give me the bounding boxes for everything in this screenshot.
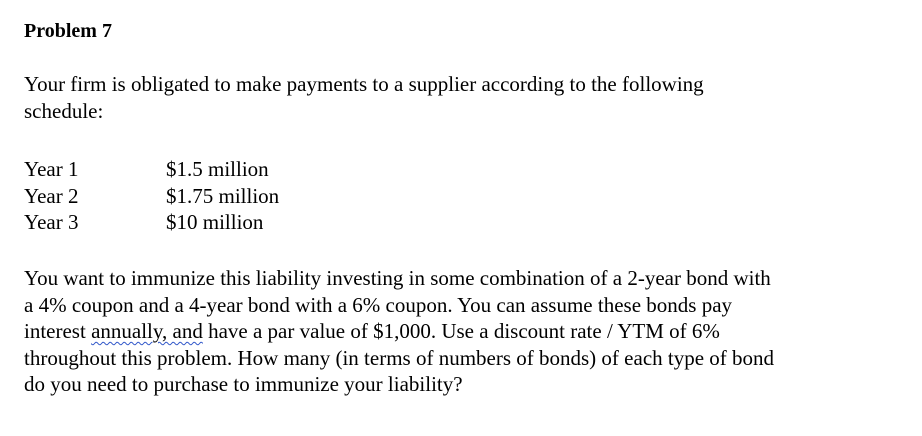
schedule-year: Year 2 xyxy=(24,183,79,208)
spellcheck-flagged-text[interactable]: annually, and xyxy=(91,319,203,343)
schedule-amount: $1.75 million xyxy=(166,183,280,208)
question-line-2: a 4% coupon and a 4-year bond with a 6% coupon. You can assume these bonds pay xyxy=(24,292,733,317)
intro-line-1: Your firm is obligated to make payments to a supplier according to the following xyxy=(24,72,704,96)
question-line-3-start: interest xyxy=(24,319,92,343)
question-paragraph xyxy=(24,265,904,398)
question-line-3-end: have a par value of $1,000. Use a discount rate / YTM of 6% xyxy=(202,319,720,343)
problem-title: Problem 7 xyxy=(24,20,112,42)
schedule-year: Year 3 xyxy=(24,210,79,234)
question-line-4: throughout this problem. How many (in terms of numbers of bonds) of each type of bond xyxy=(24,345,775,370)
schedule-amount: $1.5 million xyxy=(166,157,269,181)
question-line-5: do you need to purchase to immunize your liability? xyxy=(24,372,463,396)
question-line-1: You want to immunize this liability investing in some combination of a 2-year bond with xyxy=(24,266,771,290)
schedule-amount: $10 million xyxy=(166,210,264,234)
intro-paragraph xyxy=(24,71,904,124)
question-line-3 xyxy=(24,318,904,345)
schedule-year: Year 1 xyxy=(24,157,79,181)
intro-line-2: schedule: xyxy=(24,98,104,123)
